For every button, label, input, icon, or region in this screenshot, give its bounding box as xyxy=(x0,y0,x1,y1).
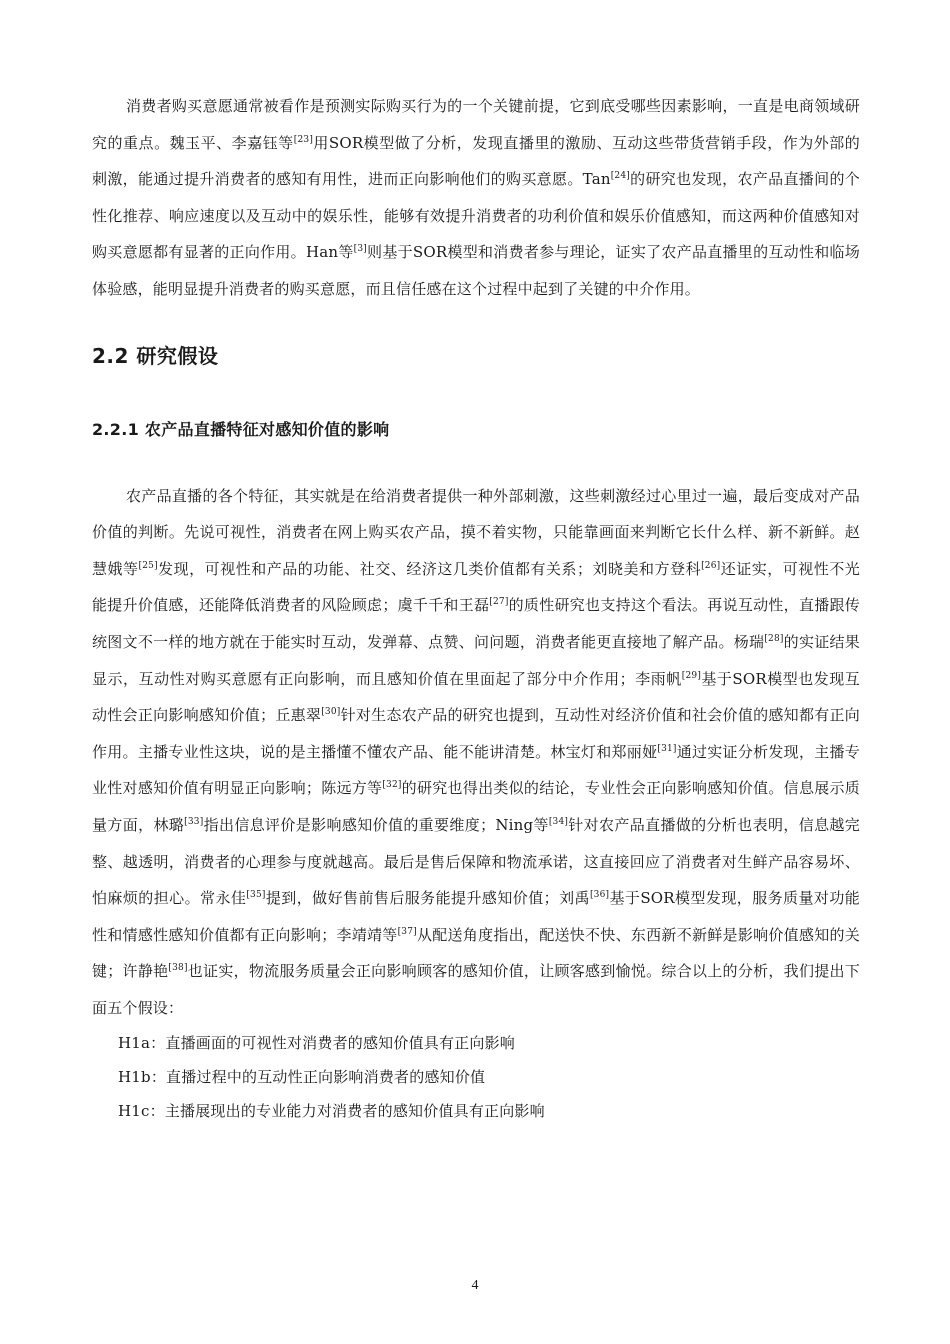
section-heading: 2.2 研究假设 xyxy=(92,343,219,368)
subsection-heading: 2.2.1 农产品直播特征对感知价值的影响 xyxy=(92,419,390,439)
body-paragraph-purchase-intention xyxy=(92,88,860,308)
citation-ref: [36] xyxy=(589,890,610,901)
paragraph-text: 的实证结果显示，互动性对购买意愿有正向影响，而且感知价值在里面起了部分中介作用；李雨帆 xyxy=(92,632,860,688)
paragraph-text: 还证实，可视性不光能提升价值感，还能降低消费者的风险顾虑；虞千千和王磊 xyxy=(92,559,860,615)
paragraph-text: 指出信息评价是影响感知价值的重要维度；Ning等 xyxy=(203,815,549,834)
citation-ref: [38] xyxy=(168,963,188,974)
citation-ref: [28] xyxy=(764,633,784,644)
paragraph-text: 针对生态农产品的研究也提到，互动性对经济价值和社会价值的感知都有正向作用。主播专业性这块，说的是主播懂不懂农产品、能不能讲清楚。林宝灯和郑丽娅 xyxy=(92,706,860,761)
citation-ref: [34] xyxy=(548,816,569,827)
paragraph-text: 也证实，物流服务质量会正向影响顾客的感知价值，让顾客感到愉悦。综合以上的分析，我们提出下面五个假设： xyxy=(92,962,860,1017)
citation-ref: [33] xyxy=(184,816,204,827)
citation-ref: [26] xyxy=(701,560,721,571)
paragraph-text: 通过实证分析发现，主播专业性对感知价值有明显正向影响；陈远方等 xyxy=(92,742,860,798)
citation-ref: [30] xyxy=(321,707,341,718)
paragraph-text: 的研究也得出类似的结论，专业性会正向影响感知价值。信息展示质量方面，林璐 xyxy=(92,779,860,834)
paragraph-text: 从配送角度指出，配送快不快、东西新不新鲜是影响价值感知的关键；许静艳 xyxy=(92,925,860,981)
paragraph-text: 的研究也发现，农产品直播间的个性化推荐、响应速度以及互动中的娱乐性，能够有效提升消费者的功利价值和娱乐价值感知，而这两种价值感知对购买意愿都有显著的正向作用。Han等 xyxy=(92,170,860,262)
paragraph-text: 发现，可视性和产品的功能、社交、经济这几类价值都有关系；刘晓美和方登科 xyxy=(157,559,702,578)
citation-ref: [37] xyxy=(397,926,417,937)
paragraph-text: 基于SOR模型发现，服务质量对功能性和情感性感知价值都有正向影响；李靖靖等 xyxy=(92,889,860,944)
page-number: 4 xyxy=(471,1278,479,1293)
paragraph-text: 针对农产品直播做的分析也表明，信息越完整、越透明，消费者的心理参与度就越高。最后是售后保障和物流承诺，这直接回应了消费者对生鲜产品容易坏、怕麻烦的担心。常永佳 xyxy=(92,815,860,908)
hypothesis-h1a: H1a：直播画面的可视性对消费者的感知价值具有正向影响 xyxy=(118,1034,515,1053)
citation-ref: [24] xyxy=(610,171,630,182)
paragraph-text: 消费者购买意愿通常被看作是预测实际购买行为的一个关键前提，它到底受哪些因素影响，一直是电商领域研究的重点。魏玉平、李嘉钰等 xyxy=(92,97,860,152)
hypothesis-h1c: H1c：主播展现出的专业能力对消费者的感知价值具有正向影响 xyxy=(118,1102,545,1121)
citation-ref: [3] xyxy=(353,244,367,255)
citation-ref: [31] xyxy=(657,743,677,754)
paragraph-text: 的质性研究也支持这个看法。再说互动性，直播跟传统图文不一样的地方就在于能实时互动，发弹幕、点赞、问问题，消费者能更直接地了解产品。杨瑞 xyxy=(92,596,860,651)
hypothesis-h1b: H1b：直播过程中的互动性正向影响消费者的感知价值 xyxy=(118,1068,486,1087)
paragraph-text: 提到，做好售前售后服务能提升感知价值；刘禹 xyxy=(265,889,590,908)
citation-ref: [35] xyxy=(246,890,266,901)
paragraph-text: 则基于SOR模型和消费者参与理论，证实了农产品直播里的互动性和临场体验感，能明显提升消费者的购买意愿，而且信任感在这个过程中起到了关键的中介作用。 xyxy=(92,243,860,298)
paragraph-text: 基于SOR模型也发现互动性会正向影响感知价值；丘惠翠 xyxy=(92,669,860,725)
citation-ref: [29] xyxy=(681,670,702,681)
paragraph-text: 用SOR模型做了分析，发现直播里的激励、互动这些带货营销手段，作为外部的刺激，能通过提升消费者的感知有用性，进而正向影响他们的购买意愿。Tan xyxy=(92,133,860,189)
citation-ref: [32] xyxy=(382,780,402,791)
body-paragraph-live-features xyxy=(92,478,860,1027)
citation-ref: [25] xyxy=(138,560,158,571)
page-content xyxy=(92,88,860,1128)
hypothesis-list xyxy=(92,1026,860,1128)
citation-ref: [27] xyxy=(489,597,509,608)
citation-ref: [23] xyxy=(293,134,314,145)
paragraph-text: 农产品直播的各个特征，其实就是在给消费者提供一种外部刺激，这些刺激经过心里过一遍，最后变成对产品价值的判断。先说可视性，消费者在网上购买农产品，摸不着实物，只能靠画面来判断它长什么样、新不新鲜。赵慧娥等 xyxy=(92,486,860,578)
